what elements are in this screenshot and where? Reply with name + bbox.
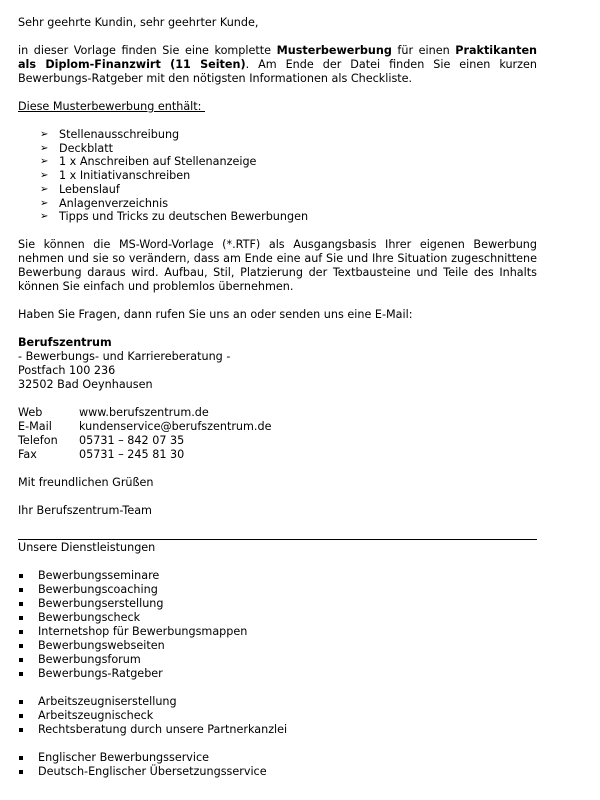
contact-value: kundenservice@berufszentrum.de	[79, 419, 272, 433]
usage-paragraph: Sie können die MS-Word-Vorlage (*.RTF) als Ausgangsbasis Ihrer eigenen Bewerbung nehmen und sie so verändern, dass am Ende eine auf Sie und Ihre Situation zugeschnittene Bewerbung daraus wird. Aufbau, Stil, Platzierung der Textbausteine und Teile des Inhalts können Sie einfach und problemlos übernehmen.	[18, 237, 537, 293]
company-name: Berufszentrum	[18, 335, 112, 349]
square-bullet-icon	[19, 714, 23, 718]
service-item-label: Deutsch-Englischer Übersetzungsservice	[38, 764, 267, 778]
contents-item	[18, 155, 537, 169]
service-item	[18, 765, 537, 779]
contents-item-label: 1 x Anschreiben auf Stellenanzeige	[59, 155, 257, 169]
contents-item	[18, 210, 537, 224]
service-item-label: Bewerbungscoaching	[38, 582, 158, 596]
contact-row	[18, 420, 271, 434]
contents-item-label: Tipps und Tricks zu deutschen Bewerbungen	[59, 210, 309, 224]
contents-item-label: Lebenslauf	[59, 182, 120, 196]
intro-text-1: in dieser Vorlage finden Sie eine komplette	[18, 44, 277, 57]
arrow-bullet-icon: ➢	[40, 183, 49, 195]
closing: Mit freundlichen Grüßen	[18, 475, 154, 489]
service-item-label: Internetshop für Bewerbungsmappen	[38, 624, 248, 638]
greeting: Sehr geehrte Kundin, sehr geehrter Kunde,	[18, 16, 259, 29]
service-item-label: Rechtsberatung durch unsere Partnerkanzlei	[38, 722, 288, 736]
intro-paragraph	[18, 44, 537, 86]
service-item-label: Bewerbungsforum	[38, 652, 141, 666]
contact-label: E-Mail	[18, 419, 52, 433]
postbox: Postfach 100 236	[18, 363, 116, 377]
services-heading: Unsere Dienstleistungen	[18, 540, 156, 554]
square-bullet-icon	[19, 756, 23, 760]
square-bullet-icon	[19, 728, 23, 732]
service-item-label: Bewerbungsseminare	[38, 568, 160, 582]
contact-table	[18, 406, 271, 462]
arrow-bullet-icon: ➢	[40, 156, 49, 168]
service-item-label: Arbeitszeugnischeck	[38, 708, 154, 722]
service-item-label: Bewerbungscheck	[38, 610, 141, 624]
intro-bold-1: Musterbewerbung	[276, 44, 392, 57]
service-item	[18, 569, 537, 583]
contents-heading: Diese Musterbewerbung enthält:	[18, 100, 205, 113]
contents-item	[18, 128, 537, 142]
service-item-label: Englischer Bewerbungsservice	[38, 750, 210, 764]
service-item-label: Bewerbungserstellung	[38, 596, 164, 610]
contact-label: Web	[18, 405, 43, 419]
square-bullet-icon	[19, 770, 23, 774]
arrow-bullet-icon: ➢	[40, 129, 49, 140]
square-bullet-icon	[19, 588, 23, 592]
contents-item	[18, 197, 537, 211]
contact-value: 05731 – 245 81 30	[79, 447, 185, 461]
square-bullet-icon	[19, 658, 23, 662]
contents-item	[18, 142, 537, 156]
square-bullet-icon	[19, 616, 23, 620]
contents-item-label: Anlagenverzeichnis	[59, 196, 169, 210]
service-item	[18, 611, 537, 625]
service-item	[18, 667, 537, 681]
square-bullet-icon	[19, 630, 23, 634]
service-item	[18, 583, 537, 597]
service-item	[18, 709, 537, 723]
arrow-bullet-icon: ➢	[40, 170, 49, 182]
square-bullet-icon	[19, 602, 23, 606]
city: 32502 Bad Oeynhausen	[18, 377, 153, 391]
contact-row	[18, 406, 271, 420]
contact-label: Telefon	[18, 433, 58, 447]
signature: Ihr Berufszentrum-Team	[18, 503, 152, 517]
company-subtitle: - Bewerbungs- und Karriereberatung -	[18, 349, 231, 363]
service-item	[18, 597, 537, 611]
contact-value: 05731 – 842 07 35	[79, 433, 185, 447]
service-item	[18, 653, 537, 667]
square-bullet-icon	[19, 644, 23, 648]
service-item-label: Arbeitszeugniserstellung	[38, 694, 177, 708]
square-bullet-icon	[19, 700, 23, 704]
intro-bold-2: Praktikanten als Diplom-Finanzwirt (11 Seiten)	[18, 44, 537, 71]
service-item	[18, 639, 537, 653]
contents-list	[18, 128, 537, 224]
arrow-bullet-icon: ➢	[40, 197, 49, 209]
service-item	[18, 751, 537, 765]
questions-line: Haben Sie Fragen, dann rufen Sie uns an oder senden uns eine E-Mail:	[18, 307, 413, 321]
contents-item-label: Deckblatt	[59, 141, 113, 155]
service-item	[18, 625, 537, 639]
contents-item-label: Stellenausschreibung	[59, 128, 180, 141]
contact-label: Fax	[18, 447, 37, 461]
service-item-label: Bewerbungswebseiten	[38, 638, 165, 652]
contents-item	[18, 183, 537, 197]
arrow-bullet-icon: ➢	[40, 211, 49, 223]
services-list-english	[18, 751, 537, 779]
intro-text-3: . Am Ende der Datei finden Sie einen kurzen Bewerbungs-Ratgeber mit den nötigsten Informationen als Checkliste.	[18, 58, 537, 85]
document-page	[18, 16, 537, 779]
intro-text-2: für einen	[391, 44, 456, 57]
square-bullet-icon	[19, 672, 23, 676]
services-list-certificates	[18, 695, 537, 737]
service-item	[18, 695, 537, 709]
arrow-bullet-icon: ➢	[40, 142, 49, 154]
service-item	[18, 723, 537, 737]
contact-row	[18, 448, 271, 462]
contact-value: www.berufszentrum.de	[79, 405, 209, 419]
contents-item-label: 1 x Initiativanschreiben	[59, 169, 191, 183]
contents-item	[18, 169, 537, 183]
contact-row	[18, 434, 271, 448]
service-item-label: Bewerbungs-Ratgeber	[38, 666, 163, 680]
square-bullet-icon	[19, 574, 23, 578]
services-list-main	[18, 569, 537, 681]
